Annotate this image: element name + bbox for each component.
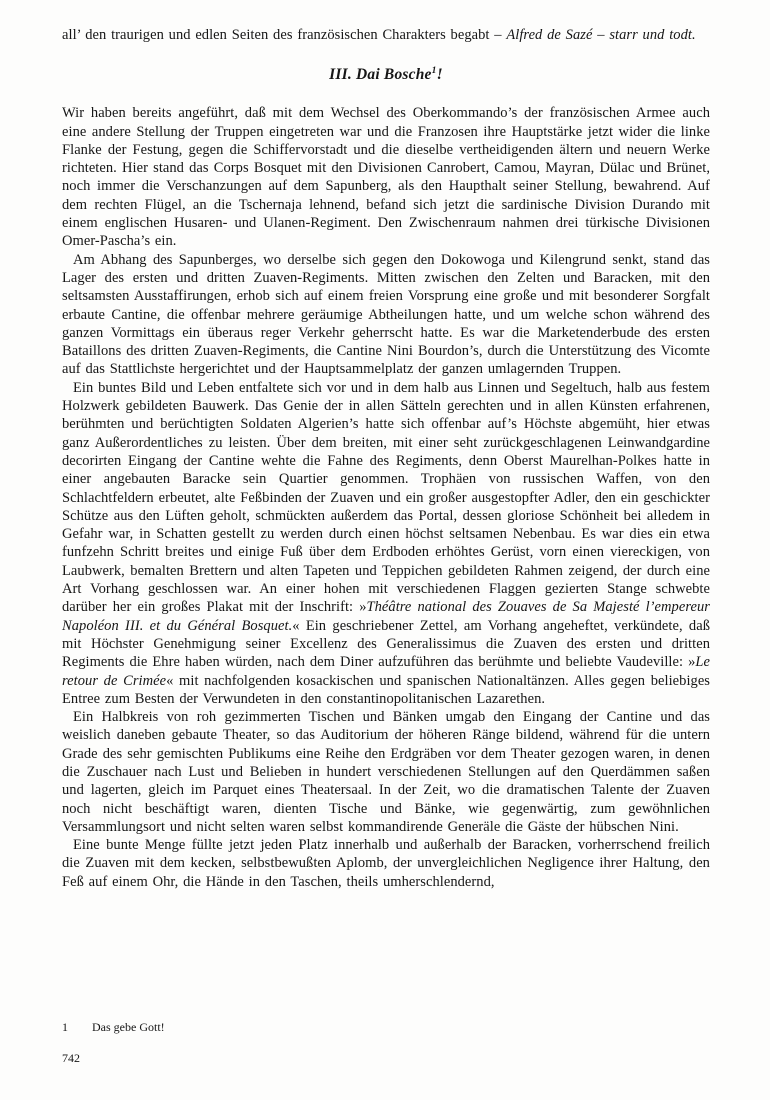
paragraph-3-text-3: « mit nachfolgenden kosackischen und spanischen Nationaltänzen. Alles gegen beliebiges Entree zum Besten der Verwundeten in den constantinopolitanischen Lazarethen.: [62, 672, 710, 707]
footnote-reference: 1: [431, 66, 437, 77]
continuation-italic-text: Alfred de Sazé – starr und todt.: [506, 27, 696, 43]
continuation-roman-text: all’ den traurigen und edlen Seiten des französischen Charakters begabt –: [62, 27, 507, 43]
paragraph-1: Wir haben bereits angeführt, daß mit dem Wechsel des Oberkommando’s der französischen Armee auch eine andere Stellung der Truppen eingetreten war und die Franzosen ihre Hauptstärke jetzt wider die linke Flanke der Festung, gegen die Schiffervorstadt und die dieselbe vertheidigenden ältern und neuern Werke richteten. Hier stand das Corps Bosquet mit den Divisionen Canrobert, Camou, Mayran, Dülac und Brünet, noch immer die Verschanzungen auf dem Sapunberg, als den Haupthalt seiner Stellung, bewahrend. Auf dem rechten Flügel, an die Tschernaja lehnend, befand sich jetzt die sardinische Division Durando mit einem englischen Husaren- und Ulanen-Regiment. Den Zwischenraum nahmen drei türkische Divisionen Omer-Pascha’s ein.: [62, 105, 710, 250]
paragraph-2: Am Abhang des Sapunberges, wo derselbe sich gegen den Dokowoga und Kilengrund senkt, stand das Lager des ersten und dritten Zuaven-Regiments. Mitten zwischen den Zelten und Baracken, mit den seltsamsten Ausstaffirungen, erhob sich auf einem freien Vorsprung eine große und mit besonderer Sorgfalt erbaute Cantine, die offenbar mehrere geräumige Abtheilungen hatte, und um welche schon während des ganzen Vormittags ein überaus reger Verkehr geherrscht hatte. Es war die Marketenderbude des ersten Bataillons des dritten Zuaven-Regiments, die Cantine Nini Bourdon’s, durch die Unterstützung des Vicomte auf das Stattlichste hergerichtet und der Hauptsammelplatz der ganzen umlagernden Truppen.: [62, 251, 710, 378]
chapter-heading-text: III. Dai Bosche: [329, 66, 432, 84]
vaudeville-title-italic: Le retour de Crimée: [62, 654, 710, 689]
paragraph-4: Ein Halbkreis von roh gezimmerten Tischen und Bänken umgab den Eingang der Cantine und das weislich daneben gebaute Theater, so das Auditorium der höheren Ränge bildend, während für die untern Grade des sehr gemischten Publikums eine Reihe den Erdgräben vor dem Theater gezogen waren, in denen die Zuschauer nach Lust und Belieben in hundert verschiedenen Stellungen auf den Querdämmen saßen und lagerten, gleich im Parquet eines Theatersaal. In der Zeit, wo die dramatischen Talente der Zuaven noch nicht beschäftigt waren, dienten Tische und Bänke, wie gegenwärtig, zum gewöhnlichen Versammlungsort und nicht selten waren selbst kommandirende Generäle die Gäste der hübschen Nini.: [62, 709, 710, 835]
paragraph-5: Eine bunte Menge füllte jetzt jeden Platz innerhalb und außerhalb der Baracken, vorherrschend freilich die Zuaven mit dem kecken, selbstbewußten Aplomb, der unvergleichlichen Negligence ihrer Haltung, den Feß auf einem Ohr, die Hände in den Taschen, theils umherschlendernd,: [62, 837, 710, 890]
page-text-block: [62, 26, 710, 891]
theatre-inscription-italic: Théâtre national des Zouaves de Sa Majesté l’empereur Napoléon III. et du Général Bosquet.: [62, 599, 710, 634]
chapter-heading-punctuation: !: [436, 66, 443, 84]
page-number: 742: [62, 1051, 80, 1065]
paragraph-3: [62, 379, 710, 708]
footnote: [62, 1020, 710, 1034]
paragraph-continuation: [62, 26, 710, 44]
paragraph-3-text: Ein buntes Bild und Leben entfaltete sich vor und in dem halb aus Linnen und Segeltuch, halb aus festem Holzwerk gebildeten Bauwerk. Das Genie der in allen Sätteln gerechten und in allen Künsten erfahrenen, berühmten und berüchtigten Soldaten Algerien’s hatte sich offenbar auf’s Höchste abgemüht, hier etwas ganz Außerordentliches zu leisten. Über dem breiten, mit einer seht zurückgeschlagenen Leinwandgardine decorirten Eingang der Cantine wehte die Fahne des Regiments, denn Oberst Maurelhan-Polkes hatte in einer angebauten Baracke sein Quartier genommen. Trophäen von russischen Waffen, von den Schlachtfeldern erbeutet, alte Feßbinden der Zuaven und ein großer ausgestopfter Adler, den ein geschickter Schütze aus den Lüften geholt, schmückten außerdem das Portal, dessen gloriose Schönheit bei alledem in Gefahr war, in Schatten gestellt zu werden durch einen höchst seltsamen Nebenbau. Es war dies ein etwa funfzehn Schritt breites und einige Fuß über dem Erdboden erhöhtes Gerüst, vorn einen viereckigen, von Laubwerk, bemalten Brettern und alten Tapeten und Teppichen gebildeten Rahmen zeigend, der durch eine Art Vorhang geschlossen war. An einer hohen mit verschiedenen Flaggen gezierten Stange schwebte darüber her ein großes Plakat mit der Inschrift: »: [62, 379, 710, 616]
chapter-heading: [62, 67, 710, 83]
footnote-marker: 1: [62, 1020, 68, 1034]
paragraph-3-text-2: « Ein geschriebener Zettel, am Vorhang angeheftet, verkündete, daß mit Höchster Genehmigung seiner Excellenz des Generalissimus die Zuaven des ersten und dritten Regiments die Ehre haben würden, nach dem Diner aufzuführen das berühmte und beliebte Vaudeville: »: [62, 617, 710, 671]
footnote-text: Das gebe Gott!: [92, 1020, 165, 1034]
